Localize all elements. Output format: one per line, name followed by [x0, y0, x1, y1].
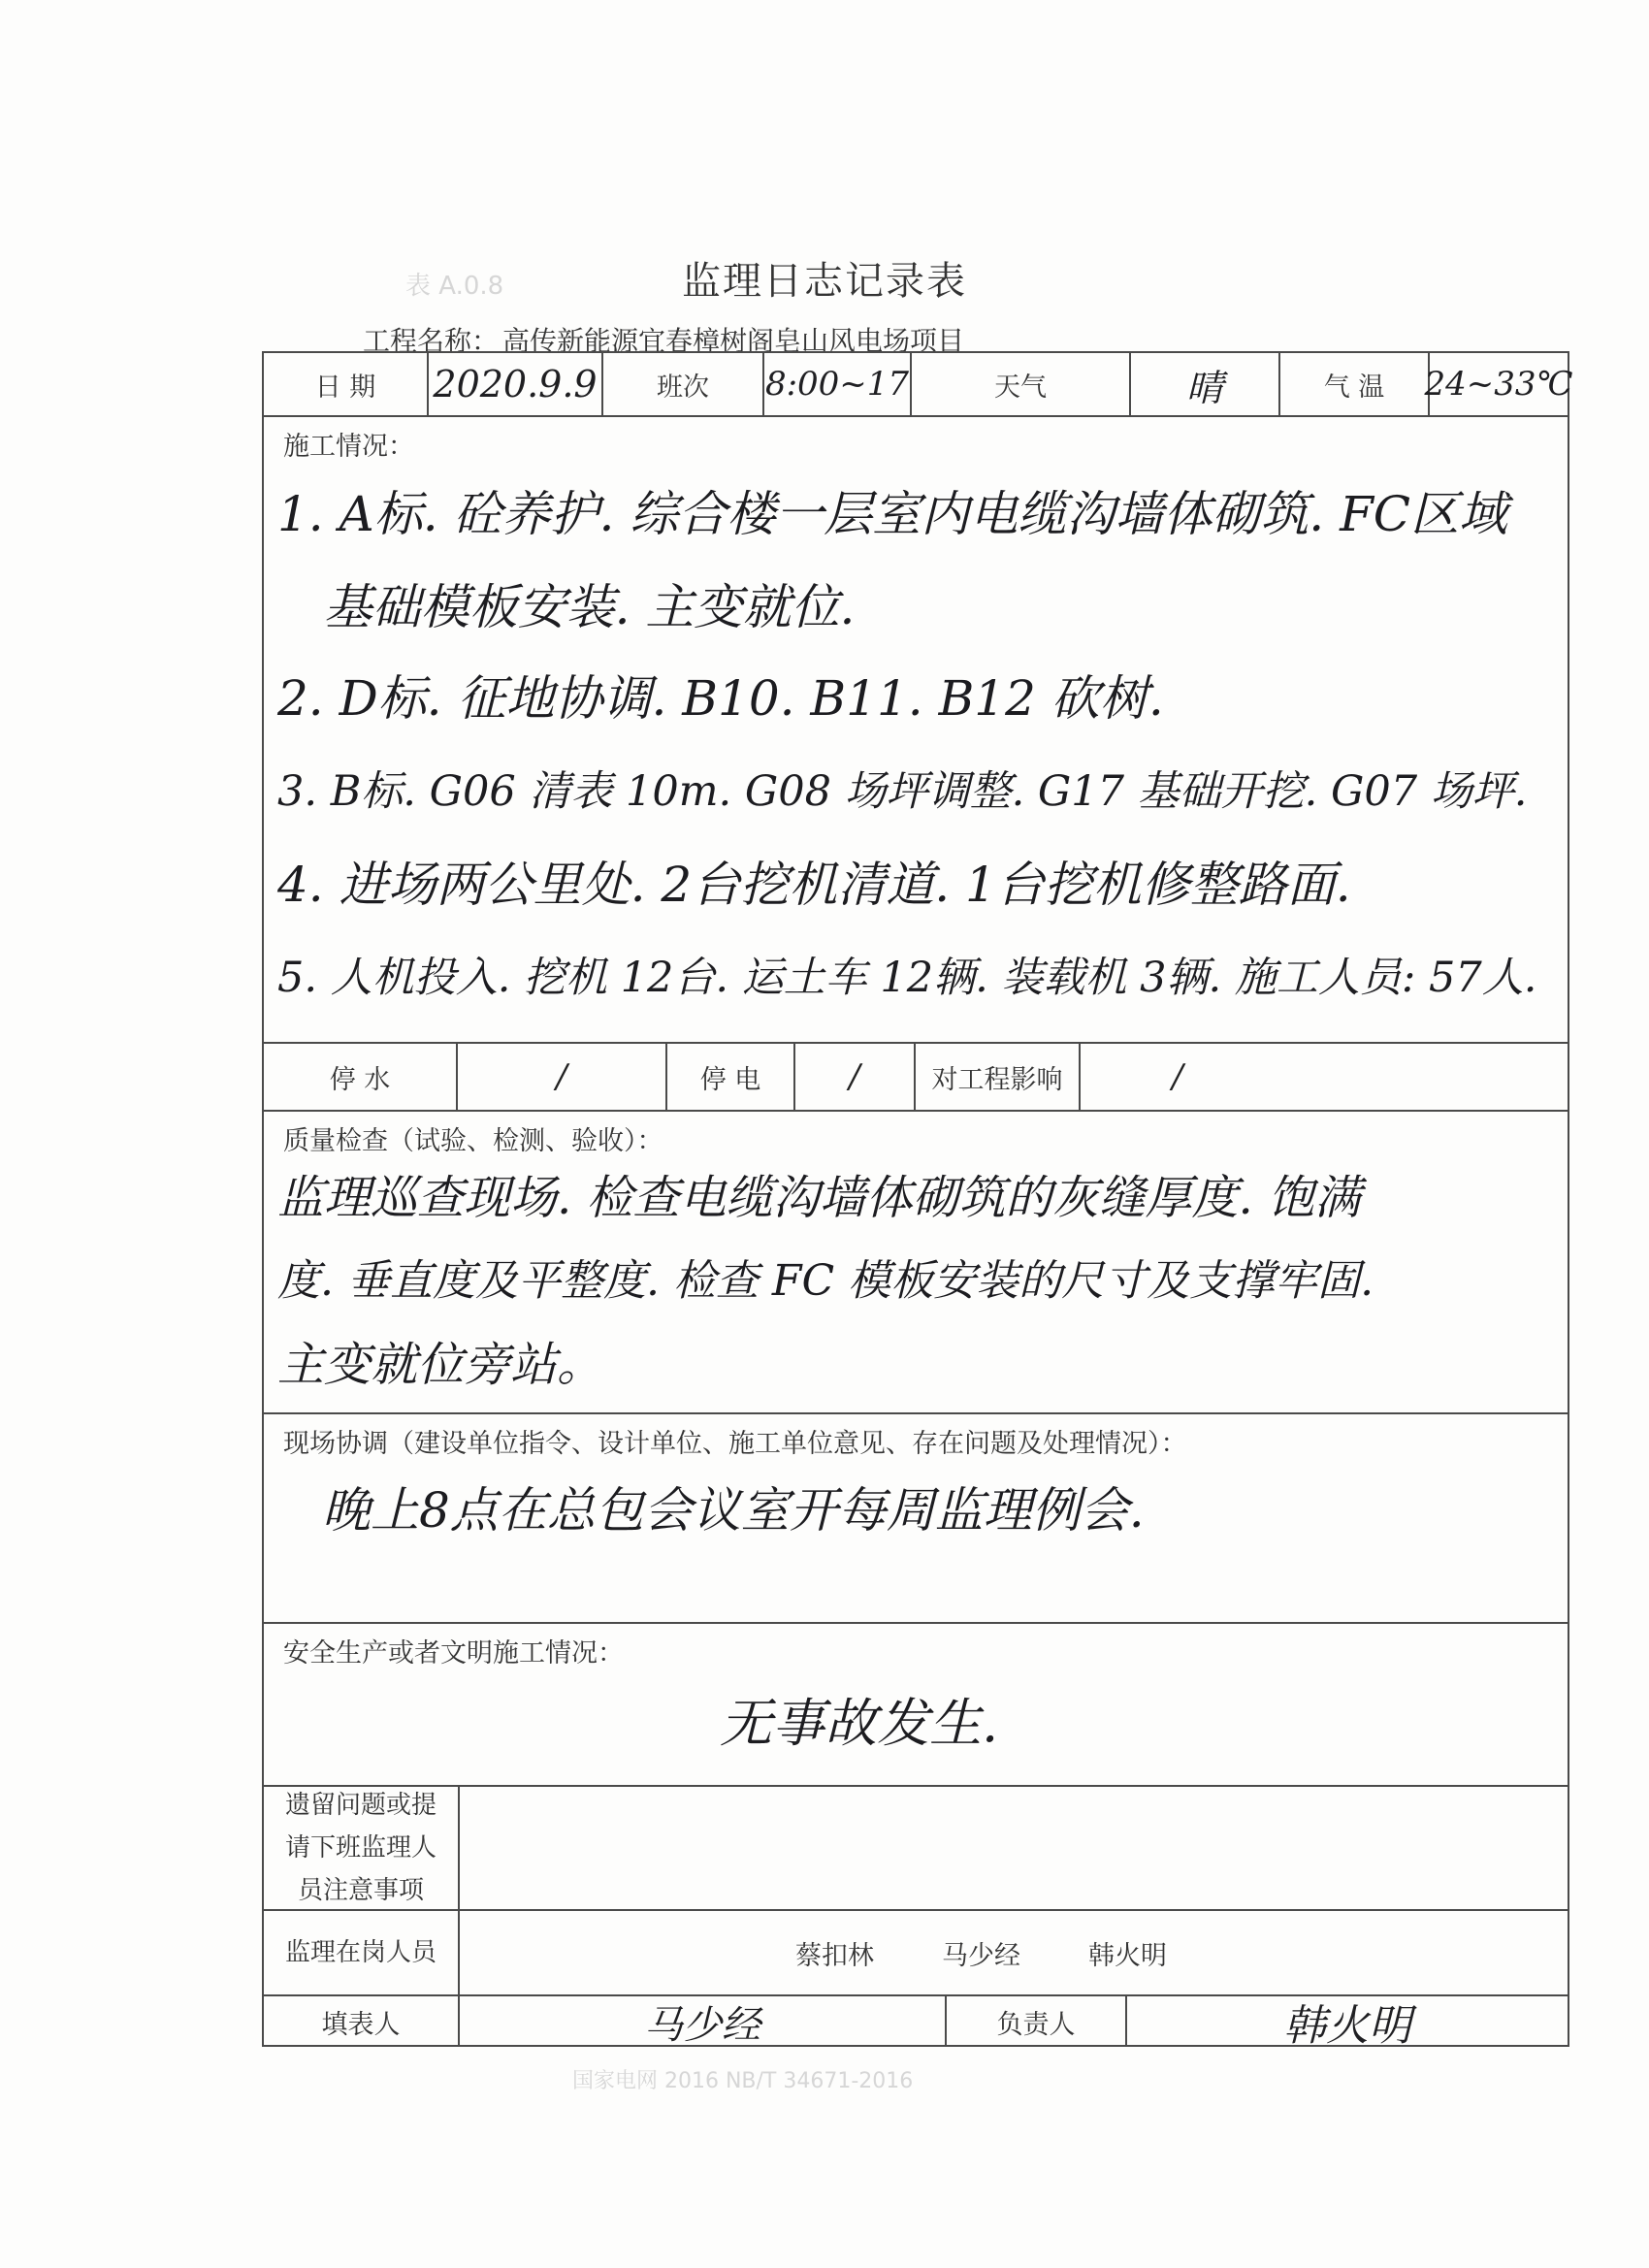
- water-outage-label: 停 水: [264, 1044, 458, 1110]
- quality-line: 主变就位旁站。: [277, 1338, 604, 1392]
- safety-section: [264, 1624, 1568, 1787]
- date-label: 日 期: [264, 353, 429, 415]
- responsible-signature: 韩火明: [1283, 2001, 1411, 2051]
- coordination-section: [264, 1414, 1568, 1624]
- remaining-issues-value: [460, 1787, 1568, 1909]
- header-row: [264, 353, 1573, 417]
- shift-value: 8:00~17: [764, 353, 912, 415]
- onduty-name: 蔡扣林: [795, 1940, 874, 1971]
- temperature-label: 气 温: [1280, 353, 1430, 415]
- construction-section: [264, 417, 1568, 1044]
- onduty-names: [460, 1911, 1568, 1994]
- construction-line: 1. A标. 砼养护. 综合楼一层室内电缆沟墙体砌筑. FC区域: [277, 486, 1508, 542]
- safety-line: 无事故发生.: [720, 1693, 999, 1754]
- construction-line: 4. 进场两公里处. 2台挖机清道. 1台挖机修整路面.: [277, 857, 1351, 913]
- filler-label: 填表人: [264, 1996, 460, 2047]
- page-title: 监理日志记录表: [682, 259, 967, 304]
- safety-notes: [720, 1680, 1554, 1767]
- temperature-value: 24~33℃: [1424, 365, 1573, 404]
- power-outage-value: /: [795, 1044, 916, 1110]
- construction-line: 3. B标. G06 清表 10m. G08 场坪调整. G17 基础开挖. G07 场坪.: [277, 766, 1528, 816]
- project-label: 工程名称：: [363, 325, 500, 357]
- weather-label: 天气: [912, 353, 1131, 415]
- log-form: [262, 351, 1573, 2051]
- quality-label: 质量检查（试验、检测、验收）：: [283, 1126, 663, 1156]
- construction-notes: [277, 466, 1554, 1024]
- date-value: 2020.9.9: [429, 353, 603, 415]
- quality-notes: [277, 1156, 1554, 1407]
- power-outage-label: 停 电: [667, 1044, 795, 1110]
- signature-row: [264, 1996, 1568, 2051]
- weather-value: 晴: [1131, 353, 1280, 415]
- ghost-form-code: 表 A.0.8: [405, 272, 504, 301]
- onduty-label: 监理在岗人员: [264, 1911, 460, 1994]
- remaining-issues-label: 遗留问题或提请下班监理人员注意事项: [264, 1787, 460, 1909]
- construction-line: 2. D标. 征地协调. B10. B11. B12 砍树.: [277, 670, 1164, 727]
- coordination-label: 现场协调（建设单位指令、设计单位、施工单位意见、存在问题及处理情况）：: [283, 1429, 1187, 1459]
- remaining-issues-row: [264, 1787, 1568, 1911]
- filler-signature: 马少经: [460, 1996, 947, 2047]
- onduty-name: 马少经: [942, 1940, 1020, 1971]
- quality-line: 监理巡查现场. 检查电缆沟墙体砌筑的灰缝厚度. 饱满: [277, 1171, 1362, 1225]
- coordination-notes: [322, 1469, 1554, 1552]
- water-outage-value: /: [458, 1044, 667, 1110]
- quality-line: 度. 垂直度及平整度. 检查 FC 模板安装的尺寸及支撑牢固.: [277, 1256, 1374, 1306]
- safety-label: 安全生产或者文明施工情况：: [283, 1638, 624, 1669]
- shift-label: 班次: [603, 353, 764, 415]
- construction-line: 5. 人机投入. 挖机 12台. 运土车 12辆. 装载机 3辆. 施工人员: 57人.: [277, 953, 1537, 1002]
- responsible-label: 负责人: [947, 1996, 1127, 2047]
- coordination-line: 晚上8点在总包会议室开每周监理例会.: [322, 1482, 1145, 1539]
- construction-label: 施工情况：: [283, 432, 414, 462]
- ghost-footer: 国家电网 2016 NB/T 34671-2016: [572, 2069, 914, 2093]
- project-name: 高传新能源宜春樟树阁皂山风电场项目: [502, 325, 965, 357]
- onduty-name: 韩火明: [1088, 1940, 1167, 1971]
- onduty-row: [264, 1911, 1568, 1996]
- quality-section: [264, 1112, 1568, 1414]
- construction-line: 基础模板安装. 主变就位.: [277, 579, 856, 635]
- impact-label: 对工程影响: [916, 1044, 1081, 1110]
- outage-row: [264, 1044, 1568, 1112]
- impact-value: /: [1172, 1057, 1183, 1096]
